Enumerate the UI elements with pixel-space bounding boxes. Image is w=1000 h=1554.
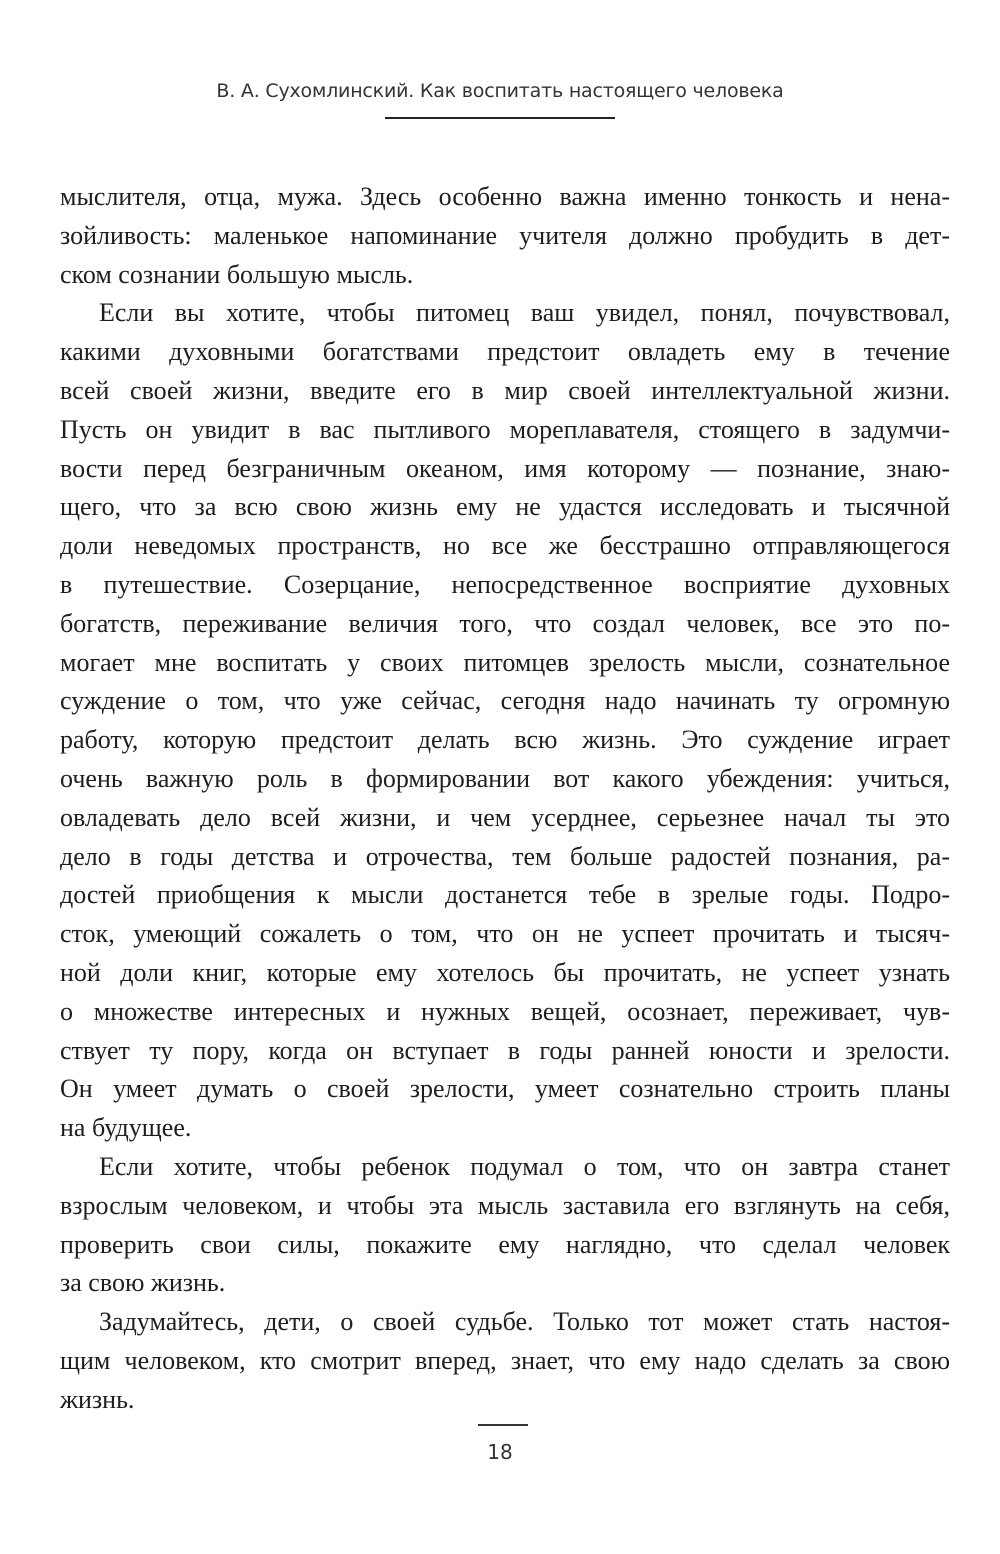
running-head: В. А. Сухомлинский. Как воспитать настоящего человека [216, 80, 784, 102]
text-line: Если вы хотите, чтобы питомец ваш увидел, понял, почувствовал, [99, 298, 950, 328]
text-line: ствует ту пору, когда он вступает в годы ранней юности и зрелости. [60, 1035, 950, 1065]
text-line: Задумайтесь, дети, о своей судьбе. Только тот может стать настоя- [99, 1307, 950, 1337]
text-line: достей приобщения к мысли достанется тебе в зрелые годы. Подро- [60, 880, 950, 910]
text-line: щего, что за всю свою жизнь ему не удастся исследовать и тысячной [60, 492, 950, 522]
text-line: ной доли книг, которые ему хотелось бы прочитать, не успеет узнать [60, 957, 950, 987]
text-line: мыслителя, отца, мужа. Здесь особенно важна именно тонкость и нена- [60, 182, 950, 211]
paragraph [60, 294, 950, 1148]
paragraph [60, 1148, 950, 1303]
text-line: на будущее. [60, 1113, 192, 1143]
text-line: работу, которую предстоит делать всю жизнь. Это суждение играет [60, 725, 950, 755]
text-line: в путешествие. Созерцание, непосредственное восприятие духовных [60, 569, 950, 599]
footer-divider [478, 1424, 528, 1426]
text-line: богатств, переживание величия того, что создал человек, все это по- [60, 608, 950, 638]
text-line: всей своей жизни, введите его в мир своей интеллектуальной жизни. [60, 375, 950, 405]
text-line: жизнь. [60, 1384, 135, 1414]
text-line: доли неведомых пространств, но все же бесстрашно отправляющегося [60, 531, 950, 561]
text-line: Если хотите, чтобы ребенок подумал о том, что он завтра станет [99, 1151, 950, 1181]
text-line: за свою жизнь. [60, 1268, 226, 1298]
text-line: дело в годы детства и отрочества, тем больше радостей познания, ра- [60, 841, 950, 871]
text-line: сток, умеющий сожалеть о том, что он не успеет прочитать и тысяч- [60, 919, 950, 949]
text-line: вости перед безграничным океаном, имя которому — познание, знаю- [60, 453, 950, 483]
text-line: ском сознании большую мысль. [60, 259, 414, 289]
text-line: какими духовными богатствами предстоит овладеть ему в течение [60, 337, 950, 367]
text-line: Он умеет думать о своей зрелости, умеет сознательно строить планы [60, 1074, 950, 1104]
body-text [60, 178, 950, 1420]
text-line: могает мне воспитать у своих питомцев зрелость мысли, сознательное [60, 647, 950, 677]
text-line: Пусть он увидит в вас пытливого мореплавателя, стоящего в задумчи- [60, 414, 950, 444]
text-line: взрослым человеком, и чтобы эта мысль заставила его взглянуть на себя, [60, 1190, 950, 1220]
text-line: суждение о том, что уже сейчас, сегодня надо начинать ту огромную [60, 686, 950, 716]
text-line: овладевать дело всей жизни, и чем усерднее, серьезнее начал ты это [60, 802, 950, 832]
text-line: зойливость: маленькое напоминание учителя должно пробудить в дет- [60, 220, 950, 250]
header-divider [385, 117, 615, 119]
page-number: 18 [487, 1440, 513, 1464]
paragraph [60, 1303, 950, 1419]
text-line: проверить свои силы, покажите ему наглядно, что сделал человек [60, 1229, 950, 1259]
text-line: очень важную роль в формировании вот какого убеждения: учиться, [60, 763, 950, 793]
text-line: о множестве интересных и нужных вещей, осознает, переживает, чув- [60, 996, 950, 1026]
paragraph [60, 178, 950, 294]
text-line: щим человеком, кто смотрит вперед, знает, что ему надо сделать за свою [60, 1345, 950, 1375]
